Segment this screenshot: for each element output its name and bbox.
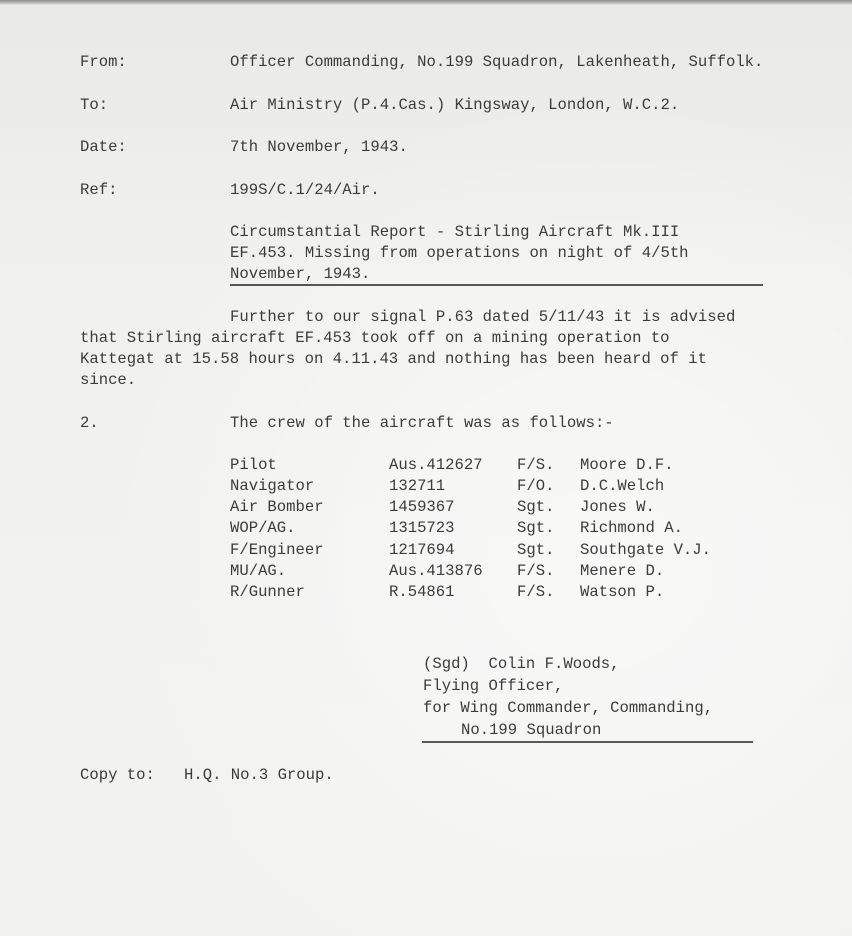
crew-role: MU/AG.: [230, 562, 287, 580]
crew-rank: F/S.: [517, 562, 555, 580]
crew-service-number: 132711: [389, 477, 446, 495]
crew-role: WOP/AG.: [230, 519, 296, 537]
signature-line-2: Flying Officer,: [423, 677, 564, 695]
crew-row: [0, 497, 852, 518]
crew-service-number: Aus.413876: [389, 562, 483, 580]
crew-rank: F/S.: [517, 456, 555, 474]
paragraph-2-text: The crew of the aircraft was as follows:-: [230, 414, 614, 432]
ref-value: 199S/C.1/24/Air.: [230, 181, 380, 199]
subject-line-2: EF.453. Missing from operations on night of 4/5th: [230, 244, 689, 262]
crew-rank: Sgt.: [517, 519, 555, 537]
signature-line-1: (Sgd) Colin F.Woods,: [423, 655, 620, 673]
subject-line-1: Circumstantial Report - Stirling Aircraft Mk.III: [230, 223, 680, 241]
crew-name: Richmond A.: [580, 519, 683, 537]
crew-role: Air Bomber: [230, 498, 324, 516]
to-value: Air Ministry (P.4.Cas.) Kingsway, London, W.C.2.: [230, 96, 680, 114]
page-top-edge: [0, 0, 852, 5]
copy-to-value: H.Q. No.3 Group.: [184, 766, 334, 784]
crew-rank: F/S.: [517, 583, 555, 601]
crew-service-number: 1459367: [389, 498, 455, 516]
paragraph-2-number: 2.: [80, 414, 99, 432]
crew-service-number: 1315723: [389, 519, 455, 537]
paragraph-1-line-1: Further to our signal P.63 dated 5/11/43 it is advised: [230, 308, 736, 326]
crew-row: [0, 476, 852, 497]
signature-underline: [422, 741, 753, 743]
date-label: Date:: [80, 138, 127, 156]
crew-rank: Sgt.: [517, 498, 555, 516]
crew-role: R/Gunner: [230, 583, 305, 601]
crew-service-number: 1217694: [389, 541, 455, 559]
to-label: To:: [80, 96, 109, 114]
crew-row: [0, 455, 852, 476]
ref-label: Ref:: [80, 181, 118, 199]
copy-to-label: Copy to:: [80, 766, 155, 784]
signature-line-4: No.199 Squadron: [461, 721, 602, 739]
crew-row: [0, 518, 852, 539]
crew-rank: Sgt.: [517, 541, 555, 559]
paragraph-1-line-4: since.: [80, 371, 137, 389]
date-value: 7th November, 1943.: [230, 138, 408, 156]
crew-name: D.C.Welch: [580, 477, 665, 495]
from-label: From:: [80, 53, 127, 71]
crew-rank: F/O.: [517, 477, 555, 495]
crew-name: Southgate V.J.: [580, 541, 712, 559]
subject-underline: [230, 284, 763, 286]
crew-service-number: R.54861: [389, 583, 455, 601]
subject-line-3: November, 1943.: [230, 265, 371, 283]
crew-name: Menere D.: [580, 562, 665, 580]
signature-line-3: for Wing Commander, Commanding,: [423, 699, 714, 717]
crew-role: Navigator: [230, 477, 315, 495]
from-value: Officer Commanding, No.199 Squadron, Lakenheath, Suffolk.: [230, 53, 764, 71]
crew-name: Moore D.F.: [580, 456, 674, 474]
crew-row: [0, 582, 852, 603]
crew-service-number: Aus.412627: [389, 456, 483, 474]
crew-name: Watson P.: [580, 583, 665, 601]
crew-name: Jones W.: [580, 498, 655, 516]
paragraph-1-line-2: that Stirling aircraft EF.453 took off on a mining operation to: [80, 329, 670, 347]
crew-role: Pilot: [230, 456, 277, 474]
crew-row: [0, 540, 852, 561]
crew-role: F/Engineer: [230, 541, 324, 559]
crew-row: [0, 561, 852, 582]
paragraph-1-line-3: Kattegat at 15.58 hours on 4.11.43 and nothing has been heard of it: [80, 350, 707, 368]
